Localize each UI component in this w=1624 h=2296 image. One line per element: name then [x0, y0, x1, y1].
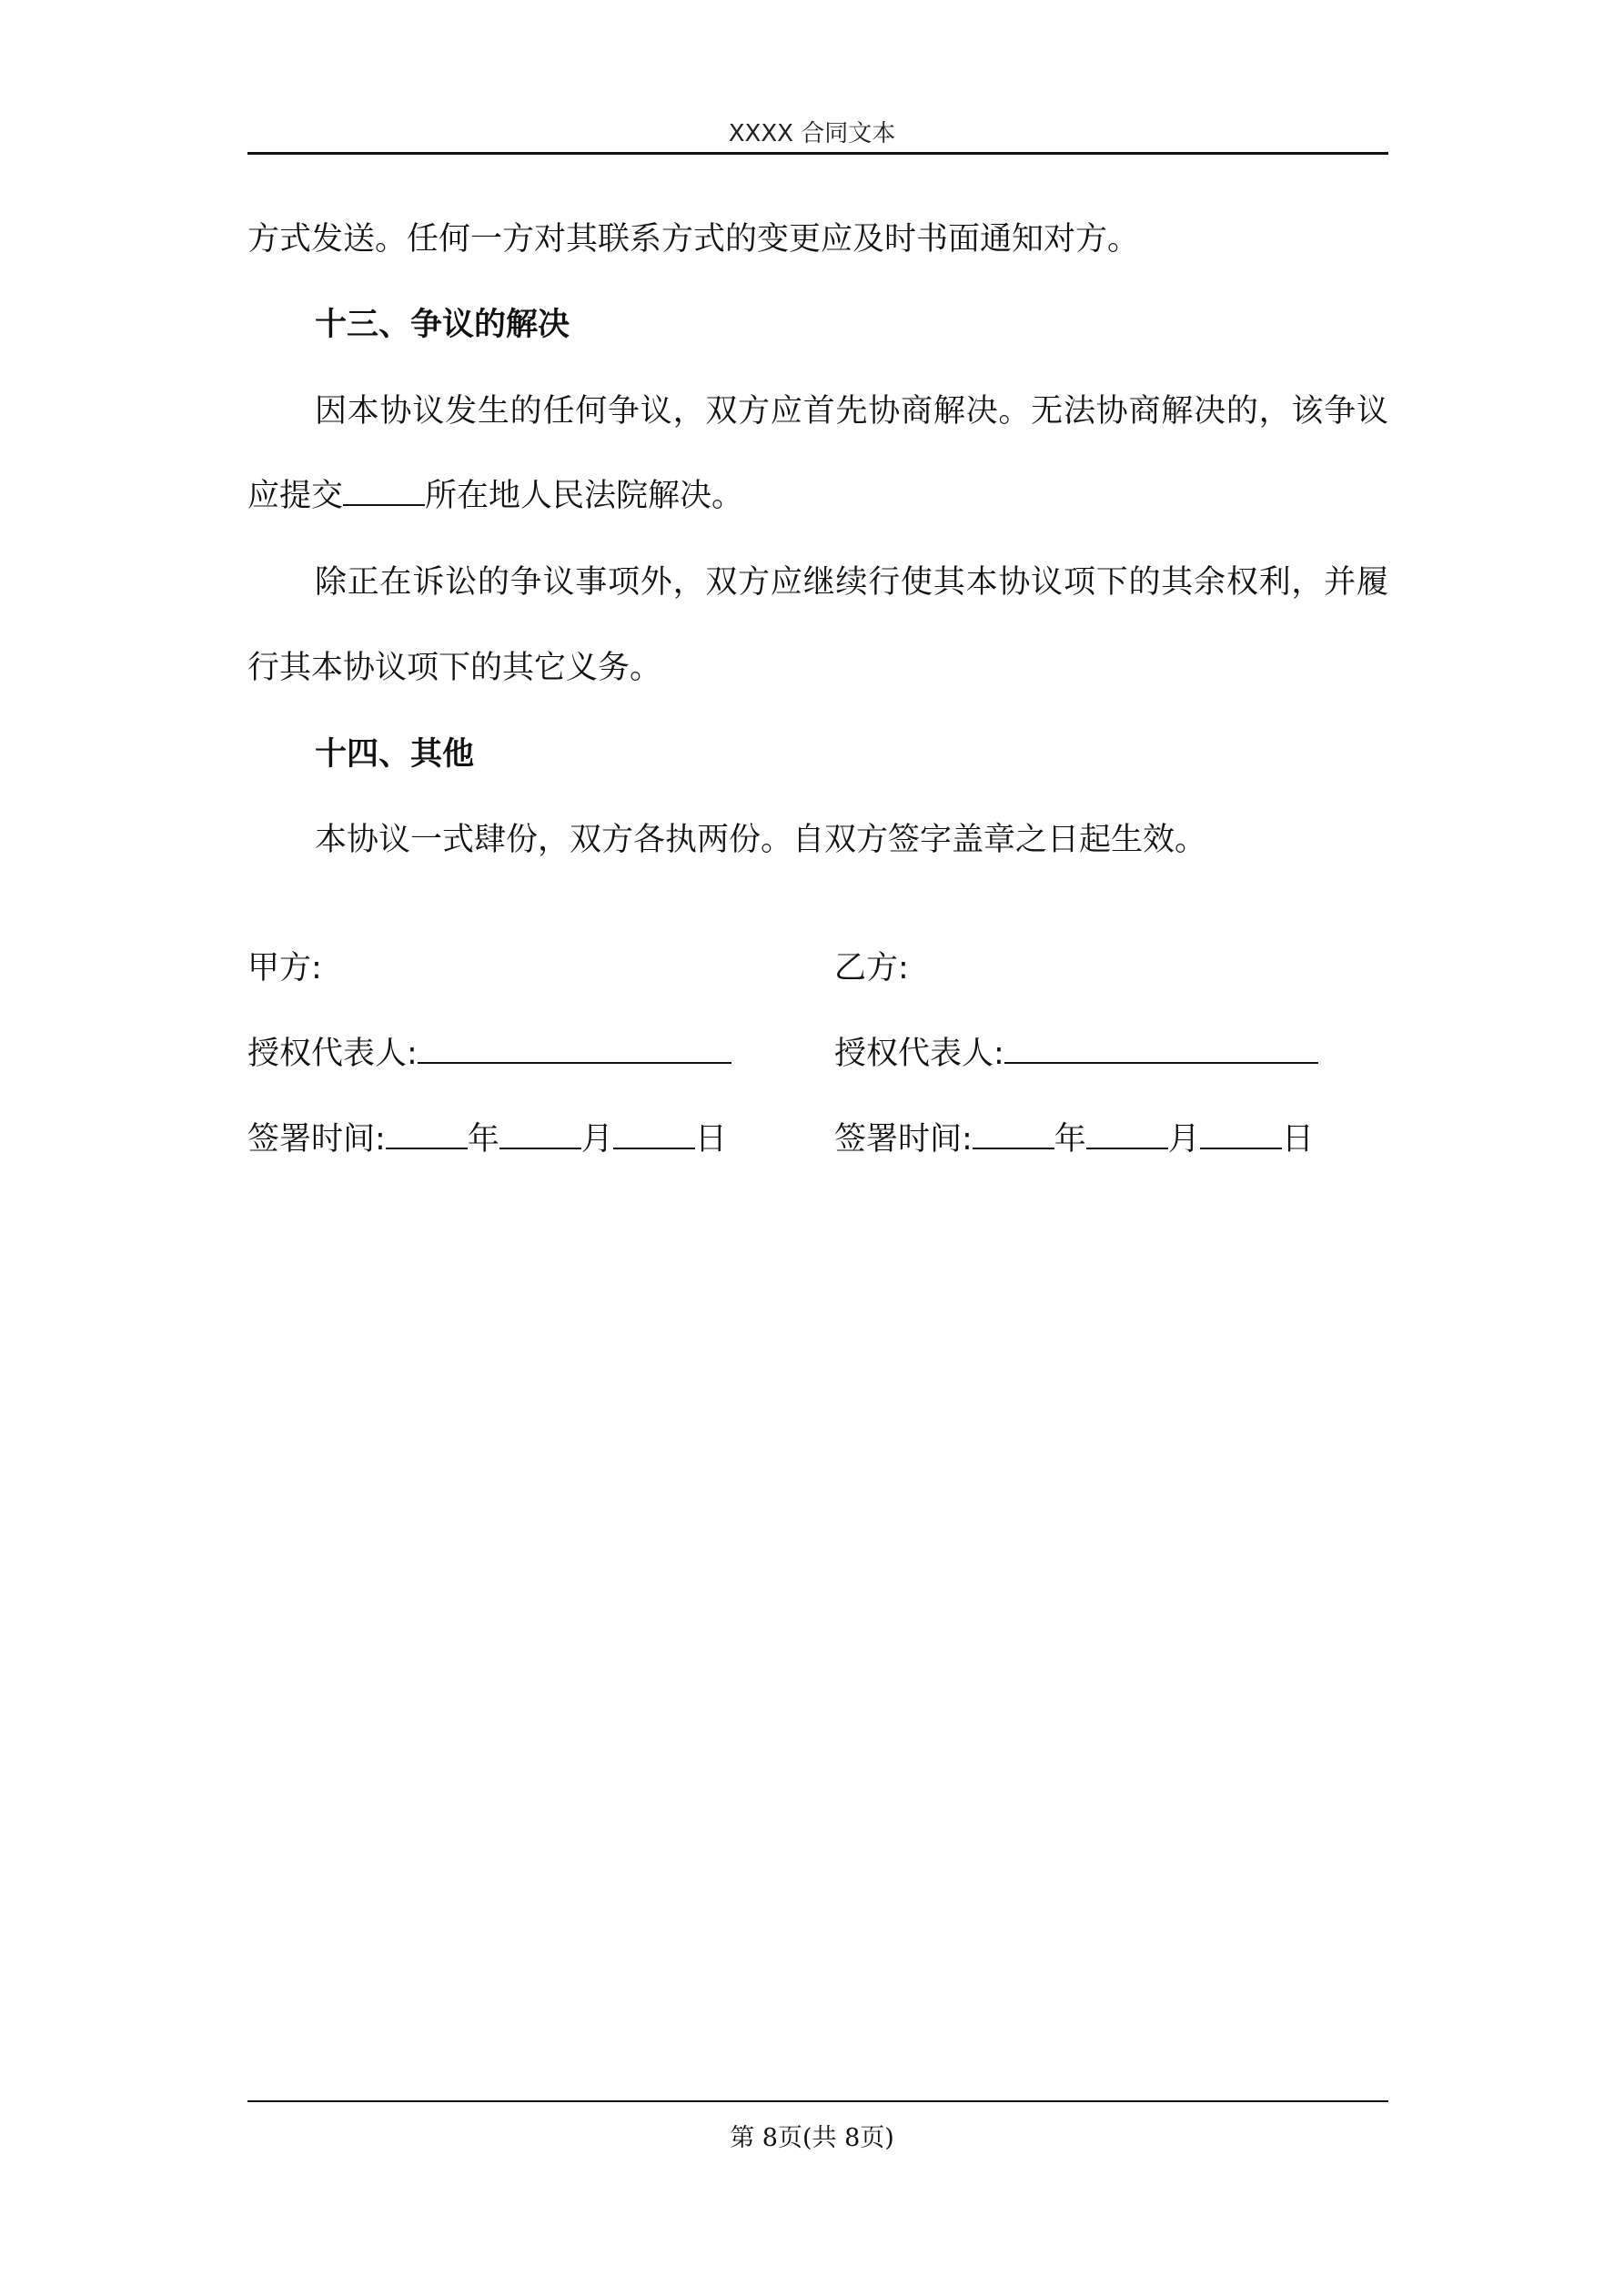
- month-blank: [499, 1120, 581, 1149]
- year-label: 年: [467, 1121, 499, 1158]
- representative-label: 授权代表人:: [247, 1036, 418, 1072]
- date-label: 签署时间:: [834, 1121, 973, 1158]
- text-submit-to: 应提交: [247, 478, 344, 514]
- paragraph-13a-line1: 因本协议发生的任何争议，双方应首先协商解决。无法协商解决的，该争议: [315, 393, 1388, 430]
- party-a-representative-blank: [418, 1035, 731, 1064]
- section-heading-13: 十三、争议的解决: [315, 307, 570, 343]
- day-blank: [1200, 1120, 1282, 1149]
- day-blank: [613, 1120, 695, 1149]
- party-b-sign-date: [834, 1112, 1388, 1167]
- day-label: 日: [694, 1121, 727, 1158]
- text-court: 所在地人民法院解决。: [425, 478, 744, 514]
- date-label: 签署时间:: [247, 1121, 386, 1158]
- year-blank: [386, 1120, 468, 1149]
- paragraph-13a-line2: [247, 469, 1388, 523]
- party-b-label: 乙方:: [834, 950, 909, 986]
- day-label: 日: [1281, 1121, 1314, 1158]
- paragraph-continuation: 方式发送。任何一方对其联系方式的变更应及时书面通知对方。: [247, 221, 1140, 258]
- year-blank: [973, 1120, 1054, 1149]
- year-label: 年: [1054, 1121, 1086, 1158]
- paragraph-13b-line1: 除正在诉讼的争议事项外，双方应继续行使其本协议项下的其余权利，并履: [315, 564, 1388, 601]
- party-b-representative: [834, 1027, 1388, 1081]
- header-rule: [247, 152, 1388, 155]
- header-title: XXXX 合同文本: [728, 120, 896, 147]
- party-a-label: 甲方:: [247, 950, 322, 986]
- court-location-blank: [343, 477, 425, 506]
- party-b-representative-blank: [1004, 1035, 1318, 1064]
- month-label: 月: [580, 1121, 613, 1158]
- footer-rule: [247, 2100, 1388, 2102]
- month-label: 月: [1167, 1121, 1200, 1158]
- representative-label: 授权代表人:: [834, 1036, 1004, 1072]
- section-heading-14: 十四、其他: [315, 736, 475, 773]
- paragraph-13b-line2: 行其本协议项下的其它义务。: [247, 650, 662, 686]
- page-number: 第 8页(共 8页): [730, 2124, 894, 2152]
- paragraph-14: 本协议一式肆份，双方各执两份。自双方签字盖章之日起生效。: [315, 822, 1207, 858]
- month-blank: [1086, 1120, 1168, 1149]
